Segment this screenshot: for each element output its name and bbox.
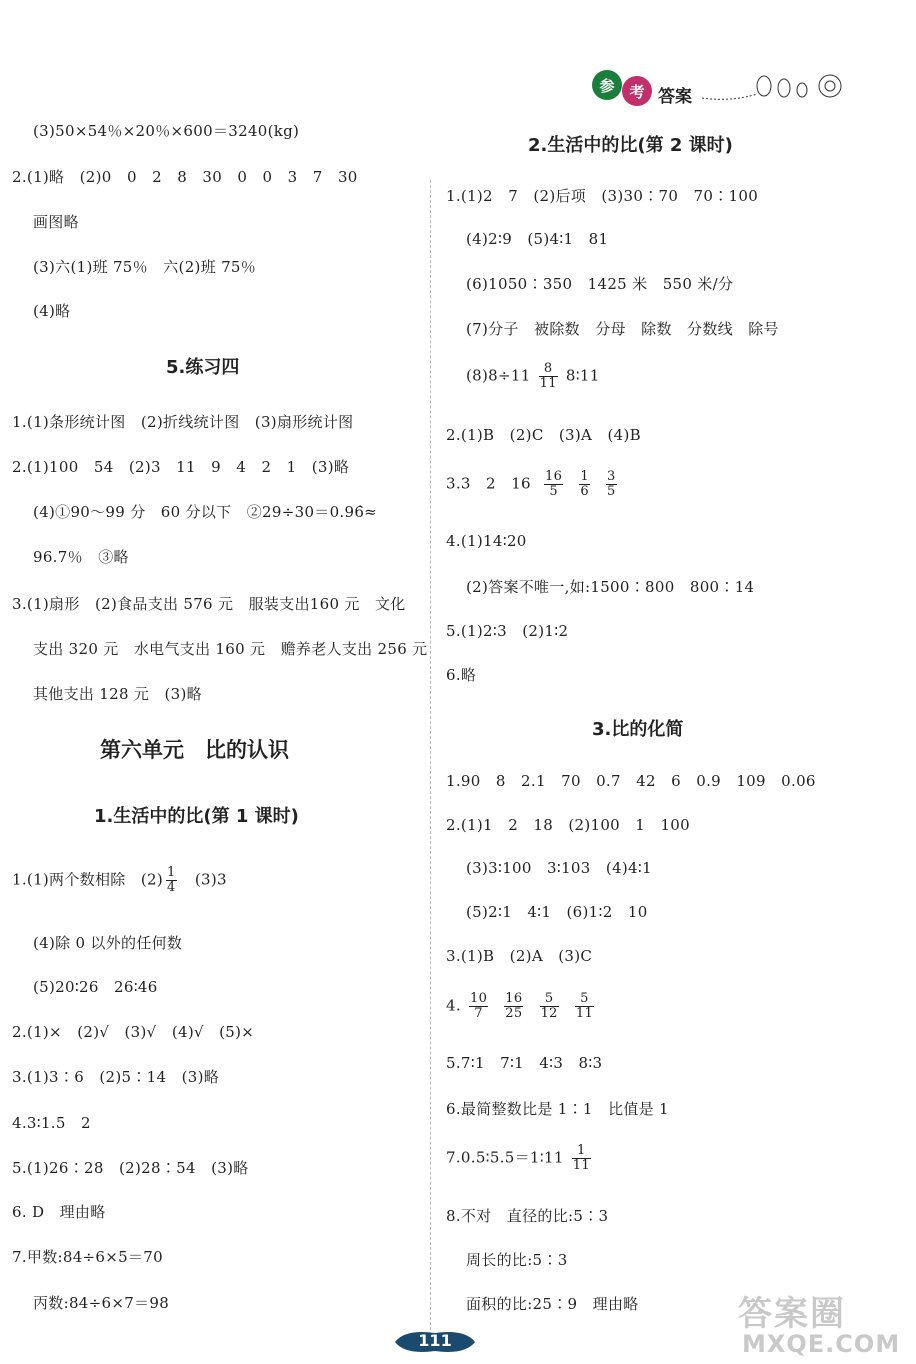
- lesson2-line-5: (8)8÷11 $\frac{8}{11}$ 8∶11: [466, 361, 600, 391]
- fraction: $\frac{16}{25}$: [505, 991, 523, 1021]
- fraction: $\frac{5}{12}$: [540, 991, 558, 1021]
- logo-label: 答案: [658, 87, 692, 107]
- lesson1-line-7: 5.(1)26∶28 (2)28∶54 (3)略: [12, 1159, 249, 1177]
- lesson1-line-1: 1.(1)两个数相除 (2) $\frac{1}{4}$ (3)3: [12, 865, 227, 895]
- lesson2-line-9: (2)答案不唯一,如:1500∶800 800∶14: [466, 578, 755, 596]
- page-number-text: 111: [418, 1331, 452, 1350]
- lesson2-line-8: 4.(1)14∶20: [446, 532, 527, 550]
- fraction: $\frac{8}{11}$: [539, 361, 557, 391]
- left-line-4: (3)六(1)班 75％ 六(2)班 75％: [33, 258, 257, 276]
- heading-lesson-3: 3.比的化简: [592, 719, 684, 740]
- badge-kao: 考: [622, 76, 652, 106]
- fraction: $\frac{1}{4}$: [167, 865, 176, 895]
- practice-line-1: 1.(1)条形统计图 (2)折线统计图 (3)扇形统计图: [12, 413, 354, 431]
- fraction: $\frac{1}{11}$: [572, 1143, 590, 1173]
- lesson1-line-5: 3.(1)3∶6 (2)5∶14 (3)略: [12, 1068, 220, 1086]
- heading-lesson-2: 2.生活中的比(第 2 课时): [528, 135, 733, 156]
- practice-line-6: 支出 320 元 水电气支出 160 元 赡养老人支出 256 元: [33, 640, 428, 658]
- lesson1-line-10: 丙数:84÷6×7＝98: [33, 1294, 170, 1312]
- heading-practice-4: 5.练习四: [166, 357, 240, 378]
- lesson2-line-6: 2.(1)B (2)C (3)A (4)B: [446, 426, 641, 444]
- lesson3-line-5: 3.(1)B (2)A (3)C: [446, 947, 593, 965]
- left-line-3: 画图略: [33, 213, 79, 231]
- lesson1-line-3: (5)20∶26 26∶46: [33, 978, 158, 996]
- lesson2-line-11: 6.略: [446, 666, 477, 684]
- left-line-2: 2.(1)略 (2)0 0 2 8 30 0 0 3 7 30: [12, 168, 358, 186]
- left-line-5: (4)略: [33, 302, 71, 320]
- lesson3-line-8: 6.最简整数比是 1∶1 比值是 1: [446, 1100, 669, 1118]
- lesson2-line-2: (4)2∶9 (5)4∶1 81: [466, 230, 609, 248]
- watermark-url: MXQE.COM: [742, 1330, 901, 1358]
- fraction: $\frac{10}{7}$: [470, 991, 488, 1021]
- practice-line-3: (4)①90～99 分 60 分以下 ②29÷30＝0.96̇≈: [33, 503, 378, 521]
- lesson3-line-12: 面积的比:25∶9 理由略: [466, 1295, 639, 1313]
- lesson1-line-8: 6. D 理由略: [12, 1203, 106, 1221]
- lesson3-line-3: (3)3∶100 3∶103 (4)4∶1: [466, 859, 652, 877]
- lesson3-line-6: 4. $\frac{10}{7}$ $\frac{16}{25}$ $\frac{5}{12}$ $\frac{5}{11}$: [446, 991, 594, 1021]
- lesson1-line-4: 2.(1)× (2)√ (3)√ (4)√ (5)×: [12, 1023, 255, 1041]
- left-line-1: (3)50×54％×20％×600＝3240(kg): [33, 122, 300, 140]
- lesson3-line-9: 7.0.5∶5.5＝1∶11 $\frac{1}{11}$: [446, 1143, 590, 1173]
- heading-lesson-1: 1.生活中的比(第 1 课时): [94, 806, 299, 827]
- badge-can: 参: [592, 70, 622, 100]
- lesson3-line-10: 8.不对 直径的比:5∶3: [446, 1207, 609, 1225]
- lesson3-line-11: 周长的比:5∶3: [466, 1251, 568, 1269]
- lesson3-line-1: 1.90 8 2.1 70 0.7 42 6 0.9 109 0.06: [446, 772, 816, 790]
- fraction: $\frac{16}{5}$: [545, 469, 563, 499]
- fraction: $\frac{5}{11}$: [575, 991, 594, 1021]
- practice-line-4: 96.7％ ③略: [33, 548, 129, 566]
- fraction: $\frac{1}{6}$: [580, 469, 589, 499]
- fraction: $\frac{3}{5}$: [607, 469, 616, 499]
- lesson2-line-4: (7)分子 被除数 分母 除数 分数线 除号: [466, 320, 779, 338]
- page-number: [395, 1329, 475, 1355]
- lesson2-line-10: 5.(1)2∶3 (2)1∶2: [446, 622, 569, 640]
- decorative-swirl-icon: [702, 68, 852, 108]
- practice-line-7: 其他支出 128 元 (3)略: [33, 685, 202, 703]
- heading-unit-6: 第六单元 比的认识: [100, 738, 289, 762]
- column-divider: [430, 180, 431, 1330]
- lesson2-line-3: (6)1050∶350 1425 米 550 米/分: [466, 275, 734, 293]
- lesson1-line-9: 7.甲数:84÷6×5＝70: [12, 1248, 163, 1266]
- watermark-title: 答案圈: [738, 1294, 846, 1334]
- lesson2-line-7: 3.3 2 16 $\frac{16}{5}$ $\frac{1}{6}$ $\frac{3}{5}$: [446, 469, 616, 499]
- lesson3-line-4: (5)2∶1 4∶1 (6)1∶2 10: [466, 903, 648, 921]
- lesson3-line-7: 5.7∶1 7∶1 4∶3 8∶3: [446, 1054, 603, 1072]
- answer-logo: [592, 64, 852, 108]
- watermark-logo: [728, 1286, 908, 1364]
- practice-line-5: 3.(1)扇形 (2)食品支出 576 元 服装支出160 元 文化: [12, 595, 406, 613]
- lesson2-line-1: 1.(1)2 7 (2)后项 (3)30∶70 70∶100: [446, 187, 759, 205]
- lesson3-line-2: 2.(1)1 2 18 (2)100 1 100: [446, 816, 690, 834]
- lesson1-line-2: (4)除 0 以外的任何数: [33, 934, 183, 952]
- lesson1-line-6: 4.3∶1.5 2: [12, 1114, 91, 1132]
- practice-line-2: 2.(1)100 54 (2)3 11 9 4 2 1 (3)略: [12, 458, 350, 476]
